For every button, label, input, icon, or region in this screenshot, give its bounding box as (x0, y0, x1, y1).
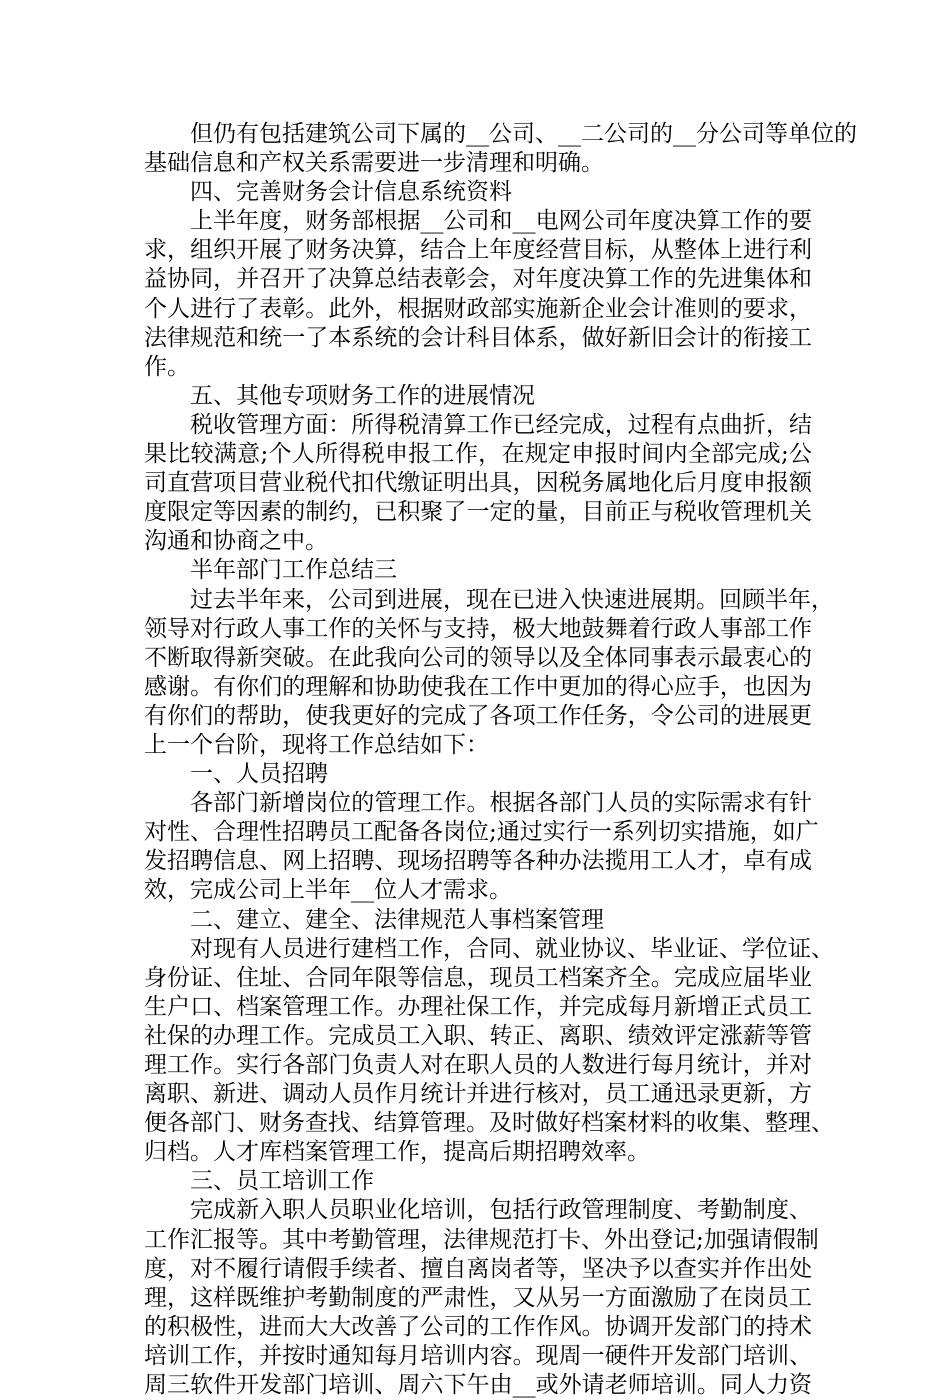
paragraph-line: 周三软件开发部门培训、周六下午由__或外请老师培训。同人力资 (144, 1372, 812, 1399)
section-heading: 五、其他专项财务工作的进展情况 (190, 382, 535, 409)
paragraph-line: 有你们的帮助，使我更好的完成了各项工作任务，令公司的进展更 (144, 702, 812, 729)
document-page (144, 120, 857, 1400)
section-heading: 三、员工培训工作 (190, 1168, 374, 1195)
paragraph-line: 身份证、住址、合同年限等信息，现员工档案齐全。完成应届毕业 (144, 964, 812, 991)
paragraph-line: 理，这样既维护考勤制度的严肃性，又从另一方面激励了在岗员工 (144, 1284, 812, 1311)
paragraph-line: 对性、合理性招聘员工配备各岗位;通过实行一系列切实措施，如广 (144, 819, 819, 846)
paragraph-line: 工作汇报等。其中考勤管理，法律规范打卡、外出登记;加强请假制 (144, 1226, 819, 1253)
paragraph-line: 离职、新进、调动人员作月统计并进行核对，员工通迅录更新，方 (144, 1081, 812, 1108)
paragraph-line: 作。 (144, 353, 190, 380)
paragraph-line: 司直营项目营业税代扣代缴证明出具，因税务属地化后月度申报额 (144, 470, 812, 497)
paragraph-line: 社保的办理工作。完成员工入职、转正、离职、绩效评定涨薪等管 (144, 1022, 812, 1049)
paragraph-line: 各部门新增岗位的管理工作。根据各部门人员的实际需求有针 (190, 790, 812, 817)
paragraph-line: 效，完成公司上半年__位人才需求。 (144, 877, 512, 904)
paragraph-line: 度限定等因素的制约，已积聚了一定的量，目前正与税收管理机关 (144, 499, 812, 526)
paragraph-line: 完成新入职人员职业化培训，包括行政管理制度、考勤制度、 (190, 1197, 812, 1224)
paragraph-line: 度，对不履行请假手续者、擅自离岗者等，坚决予以查实并作出处 (144, 1255, 812, 1282)
paragraph-line: 上半年度，财务部根据__公司和__电网公司年度决算工作的要 (190, 208, 812, 235)
paragraph-line: 但仍有包括建筑公司下属的__公司、__二公司的__分公司等单位的 (190, 121, 857, 147)
paragraph-line: 益协同，并召开了决算总结表彰会，对年度决算工作的先进集体和 (144, 266, 812, 293)
paragraph-line: 对现有人员进行建档工作，合同、就业协议、毕业证、学位证、 (190, 935, 834, 962)
paragraph-line: 便各部门、财务查找、结算管理。及时做好档案材料的收集、整理、 (144, 1110, 834, 1137)
paragraph-line: 领导对行政人事工作的关怀与支持，极大地鼓舞着行政人事部工作 (144, 615, 812, 642)
paragraph-line: 基础信息和产权关系需要进一步清理和明确。 (144, 150, 604, 177)
paragraph-line: 个人进行了表彰。此外，根据财政部实施新企业会计准则的要求， (144, 295, 812, 322)
section-heading: 二、建立、建全、法律规范人事档案管理 (190, 906, 604, 933)
paragraph-line: 果比较满意;个人所得税申报工作，在规定申报时间内全部完成;公 (144, 441, 812, 468)
paragraph-line: 法律规范和统一了本系统的会计科目体系，做好新旧会计的衔接工 (144, 324, 812, 351)
section-heading: 一、人员招聘 (190, 761, 328, 788)
paragraph-line: 税收管理方面：所得税清算工作已经完成，过程有点曲折，结 (190, 411, 812, 438)
paragraph-line: 上一个台阶，现将工作总结如下： (144, 731, 489, 758)
paragraph-line: 培训工作，并按时通知每月培训内容。现周一硬件开发部门培训、 (144, 1342, 812, 1369)
paragraph-line: 归档。人才库档案管理工作，提高后期招聘效率。 (144, 1139, 650, 1166)
paragraph-line: 理工作。实行各部门负责人对在职人员的人数进行每月统计，并对 (144, 1052, 812, 1078)
paragraph-line: 求，组织开展了财务决算，结合上年度经营目标，从整体上进行利 (144, 237, 812, 264)
paragraph-line: 的积极性，进而大大改善了公司的工作作风。协调开发部门的持术 (144, 1313, 812, 1340)
paragraph-line: 沟通和协商之中。 (144, 528, 328, 555)
paragraph-line: 发招聘信息、网上招聘、现场招聘等各种办法揽用工人才，卓有成 (144, 848, 812, 875)
paragraph-line: 不断取得新突破。在此我向公司的领导以及全体同事表示最衷心的 (144, 644, 812, 671)
paragraph-line: 过去半年来，公司到进展，现在已进入快速进展期。回顾半年， (190, 586, 834, 613)
section-heading: 四、完善财务会计信息系统资料 (190, 179, 512, 206)
paragraph-line: 感谢。有你们的理解和协助使我在工作中更加的得心应手，也因为 (144, 673, 812, 700)
section-heading: 半年部门工作总结三 (190, 557, 397, 584)
paragraph-line: 生户口、档案管理工作。办理社保工作，并完成每月新增正式员工 (144, 993, 812, 1020)
